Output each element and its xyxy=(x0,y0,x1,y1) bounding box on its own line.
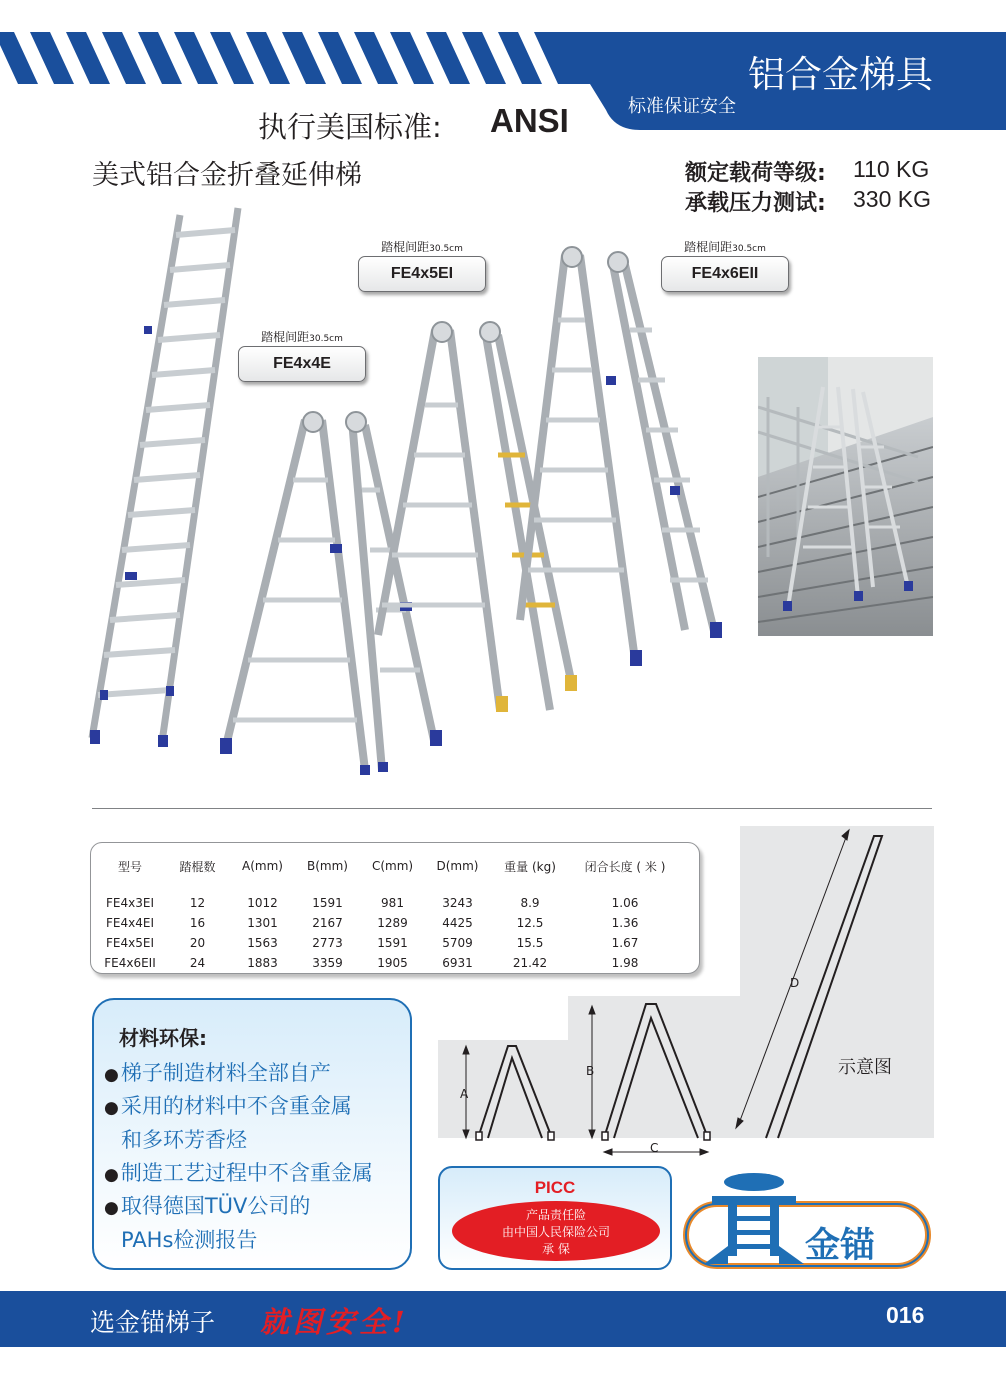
materials-item xyxy=(104,1057,331,1087)
rung-spacing-caption xyxy=(358,238,486,255)
dim-label-c: C xyxy=(650,1141,659,1155)
table-cell: 16 xyxy=(189,916,206,930)
footer-slogan: 选金锚梯子 xyxy=(90,1308,216,1337)
materials-item xyxy=(104,1157,373,1187)
insurance-badge xyxy=(438,1166,672,1270)
picc-title: PICC xyxy=(534,1178,576,1197)
model-bubble-fe4x6eii xyxy=(661,238,789,294)
table-cell: 6931 xyxy=(442,956,473,970)
table-cell: 1905 xyxy=(377,956,408,970)
table-cell: 1012 xyxy=(247,896,278,910)
rung-spacing-value: 30.5cm xyxy=(732,244,766,254)
table-cell: FE4x6EII xyxy=(104,956,156,970)
picc-line-1: 产品责任险 xyxy=(525,1208,586,1222)
rung-spacing-label: 踏棍间距 xyxy=(684,240,733,254)
model-bubble-fe4x4e xyxy=(238,328,366,384)
table-cell: 12 xyxy=(189,896,206,910)
table-cell: 3243 xyxy=(442,896,473,910)
table-cell: 15.5 xyxy=(516,936,544,950)
materials-item-text: 制造工艺过程中不含重金属 xyxy=(120,1161,373,1185)
rung-spacing-caption xyxy=(661,238,789,255)
table-cell: 1289 xyxy=(377,916,408,930)
table-cell: 1301 xyxy=(247,916,278,930)
col-header-model: 型号 xyxy=(117,859,142,874)
table-cell: 1.98 xyxy=(611,956,639,970)
table-cell: 1591 xyxy=(312,896,343,910)
load-rating-label: 额定载荷等级: xyxy=(685,161,826,186)
table-cell: 24 xyxy=(189,956,206,970)
table-cell: 4425 xyxy=(442,916,473,930)
table-cell: 1591 xyxy=(377,936,408,950)
rung-spacing-caption xyxy=(238,328,366,345)
ladder-on-stairs-photo xyxy=(758,357,933,636)
table-cell: 981 xyxy=(381,896,404,910)
table-cell: FE4x4EI xyxy=(106,916,154,930)
table-cell: 12.5 xyxy=(516,916,544,930)
model-name: FE4x5EI xyxy=(358,256,486,292)
materials-item-text: 梯子制造材料全部自产 xyxy=(120,1061,331,1085)
materials-title: 材料环保: xyxy=(119,1026,207,1050)
product-title: 美式铝合金折叠延伸梯 xyxy=(92,160,362,191)
materials-panel xyxy=(92,998,412,1270)
table-cell: 1.06 xyxy=(611,896,639,910)
table-cell: 5709 xyxy=(442,936,473,950)
load-test-label: 承载压力测试: xyxy=(685,191,826,216)
col-header-b: B(mm) xyxy=(307,859,348,873)
materials-item xyxy=(104,1090,352,1120)
materials-item-cont: PAHs检测报告 xyxy=(121,1228,258,1252)
table-cell: 20 xyxy=(189,936,206,950)
table-cell: 1883 xyxy=(247,956,278,970)
model-name: FE4x6EII xyxy=(661,256,789,292)
table-cell: FE4x5EI xyxy=(106,936,154,950)
page-number: 016 xyxy=(886,1302,925,1328)
load-rating xyxy=(685,156,930,187)
materials-item-cont: 和多环芳香烃 xyxy=(121,1128,247,1152)
table-cell: 2773 xyxy=(312,936,343,950)
standard-label: 执行美国标准: xyxy=(258,110,442,144)
load-test-value: 330 KG xyxy=(853,186,931,212)
load-rating-value: 110 KG xyxy=(853,156,930,182)
header-slogan: 标准保证安全 xyxy=(628,96,736,117)
col-header-a: A(mm) xyxy=(242,859,283,873)
dim-label-b: B xyxy=(586,1064,595,1078)
brand-name: 金锚 xyxy=(805,1226,876,1266)
col-header-d: D(mm) xyxy=(436,859,479,873)
model-name: FE4x4E xyxy=(238,346,366,382)
table-cell: 3359 xyxy=(312,956,343,970)
table-cell: 1.36 xyxy=(611,916,639,930)
table-cell: 1563 xyxy=(247,936,278,950)
picc-line-3: 承 保 xyxy=(542,1242,570,1256)
rung-spacing-label: 踏棍间距 xyxy=(261,330,310,344)
bullet-icon: ● xyxy=(104,1198,119,1218)
table-cell: 21.42 xyxy=(512,956,548,970)
materials-item-text: 取得德国TÜV公司的 xyxy=(120,1194,311,1218)
bullet-icon: ● xyxy=(104,1165,119,1185)
col-header-weight: 重量 (kg) xyxy=(504,859,556,874)
picc-line-2: 由中国人民保险公司 xyxy=(501,1225,610,1239)
dim-label-d: D xyxy=(790,976,800,990)
table-cell: 8.9 xyxy=(520,896,540,910)
col-header-closed-length: 闭合长度 ( 米 ) xyxy=(584,859,666,874)
rung-spacing-value: 30.5cm xyxy=(429,244,463,254)
dim-label-a: A xyxy=(460,1087,469,1101)
col-header-rungs: 踏棍数 xyxy=(179,859,216,874)
rung-spacing-value: 30.5cm xyxy=(309,334,343,344)
footer-safety-tagline: 就图安全! xyxy=(260,1305,409,1339)
bullet-icon: ● xyxy=(104,1098,119,1118)
materials-item-text: 采用的材料中不含重金属 xyxy=(120,1094,352,1118)
category-title: 铝合金梯具 xyxy=(748,53,933,96)
table-cell: FE4x3EI xyxy=(106,896,154,910)
section-divider xyxy=(92,808,932,809)
straight-ladder-icon xyxy=(90,208,238,747)
table-cell: 2167 xyxy=(312,916,343,930)
rung-spacing-label: 踏棍间距 xyxy=(381,240,430,254)
materials-item xyxy=(104,1190,310,1220)
col-header-c: C(mm) xyxy=(371,859,414,873)
bullet-icon: ● xyxy=(104,1065,119,1085)
standard-value: ANSI xyxy=(490,102,569,139)
dimension-diagram xyxy=(438,826,934,1162)
diagram-caption: 示意图 xyxy=(838,1057,892,1078)
table-cell: 1.67 xyxy=(611,936,639,950)
model-bubble-fe4x5ei xyxy=(358,238,486,294)
